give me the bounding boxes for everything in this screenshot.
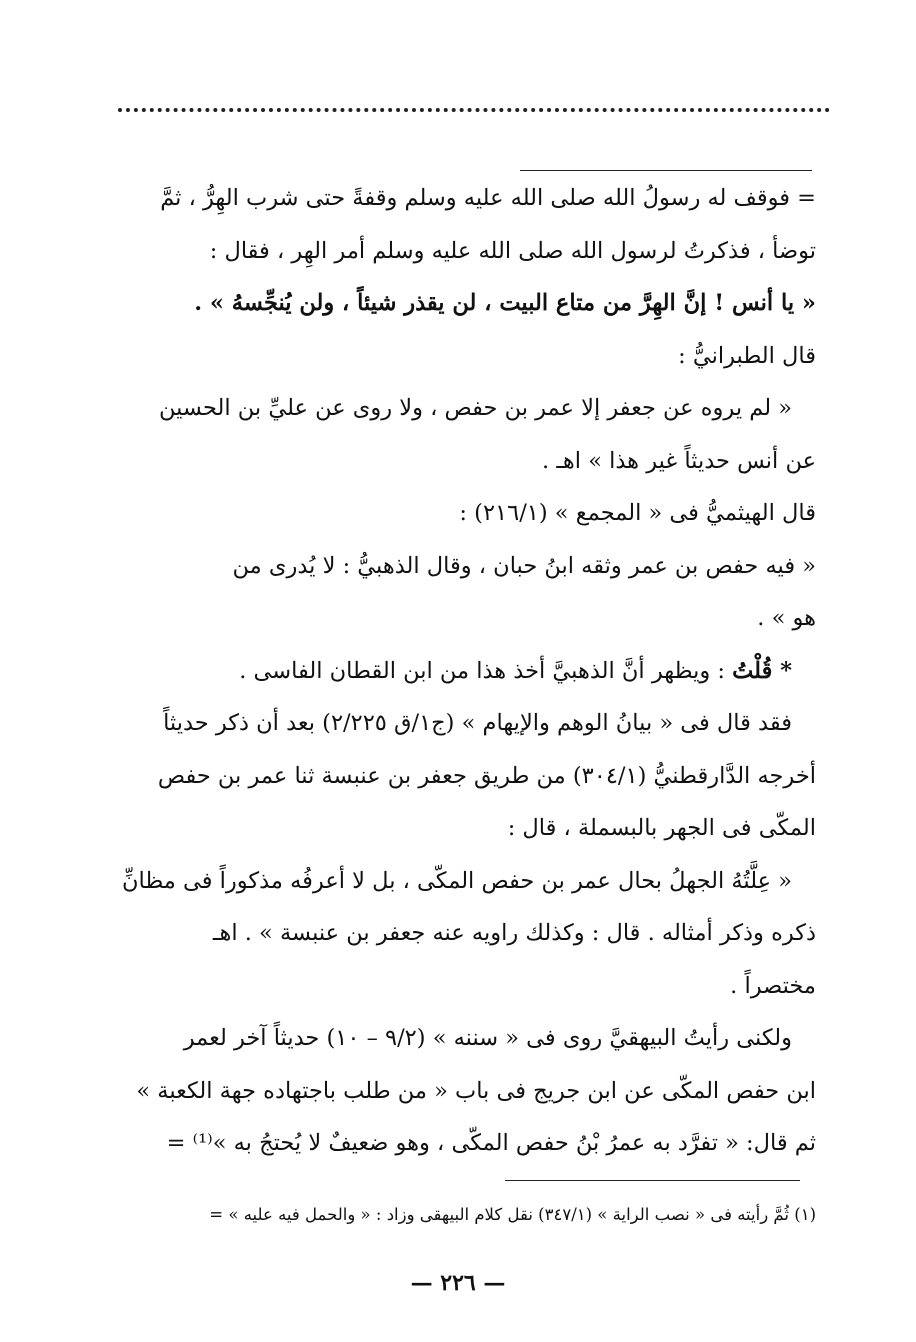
- text-line-18: ابن حفص المكّى عن ابن جريج فى باب « من طلب باجتهاده جهة الكعبة »: [136, 1077, 816, 1104]
- text-line-16: مختصراً .: [730, 972, 816, 999]
- text-line-10: [104, 645, 816, 698]
- page-number: — ٢٢٦ —: [410, 1270, 506, 1296]
- text-line-7: قال الهيثميُّ فى « المجمع » (٢١٦/١) :: [459, 500, 816, 526]
- top-dotted-rule: [118, 108, 830, 112]
- footnote: (١) ثُمَّ رأيته فى « نصب الراية » (٣٤٧/١) نقل كلام البيهقى وزاد : « والحمل فيه عليه » =: [209, 1205, 816, 1224]
- text-line-6: عن أنس حديثاً غير هذا » اهـ .: [542, 447, 816, 474]
- text-line-9: هو » .: [757, 605, 816, 631]
- text-line-17: ولكنى رأيتُ البيهقيَّ روى فى « سننه » (٩/٢ – ١٠) حديثاً آخر لعمر: [183, 1025, 792, 1051]
- text-line-11: فقد قال فى « بيانُ الوهم والإيهام » (ج١/ق ٢/٢٢٥) بعد أن ذكر حديثاً: [163, 710, 792, 736]
- text-line-1: = فوقف له رسولُ الله صلى الله عليه وسلم وقفةً حتى شرب الهِرُّ ، ثمَّ: [160, 185, 816, 211]
- main-text: [104, 172, 816, 1170]
- text-line-10-rest: : ويظهر أنَّ الذهبيَّ أخذ هذا من ابن القطان الفاسى .: [239, 657, 725, 684]
- text-line-4: قال الطبرانيُّ :: [678, 342, 816, 369]
- footnote-separator-rule: [505, 1180, 800, 1181]
- text-line-8: « فيه حفص بن عمر وثقه ابنُ حبان ، وقال الذهبيُّ : لا يُدرى من: [232, 552, 816, 579]
- text-line-12: أخرجه الدَّارقطنيُّ (٣٠٤/١) من طريق جعفر بن عنبسة ثنا عمر بن حفص: [157, 762, 816, 789]
- text-line-15: ذكره وذكر أمثاله . قال : وكذلك راويه عنه جعفر بن عنبسة » . اهـ: [212, 920, 816, 946]
- text-line-3: « يا أنس ! إنَّ الهِرَّ من متاع البيت ، لن يقذر شيئاً ، ولن يُنجِّسهُ » .: [194, 290, 816, 316]
- text-line-5: « لم يروه عن جعفر إلا عمر بن حفص ، ولا روى عن عليِّ بن الحسين: [159, 395, 792, 421]
- note-marker: * قُلْتُ: [732, 657, 792, 684]
- text-line-14: « عِلَّتُهُ الجهلُ بحال عمر بن حفص المكّى ، بل لا أعرفُه مذكوراً فى مظانِّ: [121, 867, 792, 894]
- top-separator-rule: [520, 170, 812, 171]
- text-line-13: المكّى فى الجهر بالبسملة ، قال :: [507, 815, 816, 841]
- text-line-19: ثم قال: « تفرَّد به عمرُ بْنُ حفص المكّى ، وهو ضعيفٌ لا يُحتجُ به »⁽¹⁾ =: [166, 1130, 816, 1156]
- text-line-2: توضأ ، فذكرتُ لرسول الله صلى الله عليه وسلم أمر الهِر ، فقال :: [209, 237, 816, 264]
